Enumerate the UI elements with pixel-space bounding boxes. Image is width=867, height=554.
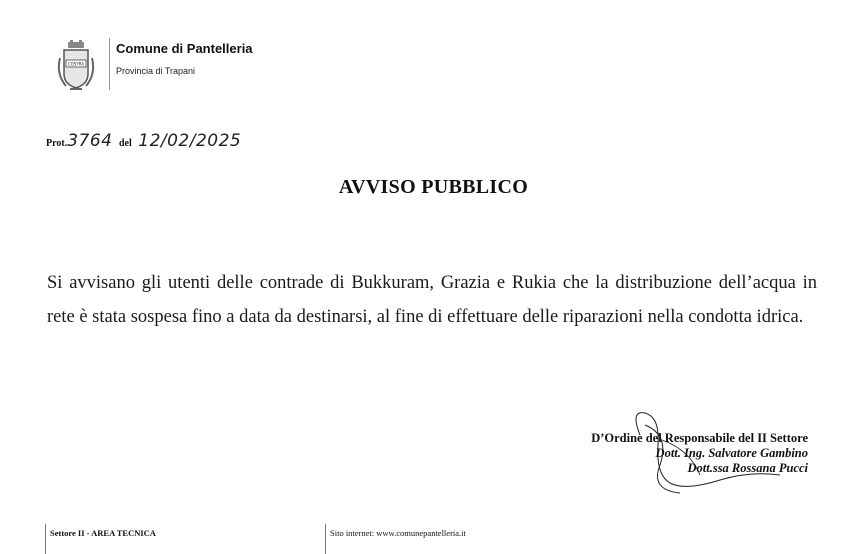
footer-divider-left xyxy=(45,524,46,554)
protocol-label: Prot. xyxy=(46,138,68,149)
signature-line-1: D’Ordine del Responsabile del II Settore xyxy=(591,431,808,445)
municipality-name: Comune di Pantelleria xyxy=(116,41,253,56)
header-divider xyxy=(109,38,110,90)
protocol-line xyxy=(46,131,241,151)
municipal-crest-icon xyxy=(56,40,96,97)
footer-website: Sito internet: www.comunepantelleria.it xyxy=(330,528,466,538)
signature-line-2: Dott. Ing. Salvatore Gambino xyxy=(655,446,808,460)
signature-line-3: Dott.ssa Rossana Pucci xyxy=(687,461,808,475)
svg-text:COSYRA: COSYRA xyxy=(67,61,85,67)
signature-block xyxy=(540,431,808,476)
notice-title: AVVISO PUBBLICO xyxy=(338,176,529,198)
protocol-number: 3764 xyxy=(67,131,113,151)
notice-body: Si avvisano gli utenti delle contrade di Bukkuram, Grazia e Rukia che la distribuzione dell’acqua in rete è stata sospesa fino a data da destinarsi, al fine di effettuare delle riparazioni nella condotta idrica. xyxy=(47,273,817,327)
footer-sector: Settore II - AREA TECNICA xyxy=(50,528,156,538)
protocol-date-label: del xyxy=(118,138,132,149)
protocol-date: 12/02/2025 xyxy=(138,131,242,151)
footer-divider-right xyxy=(325,524,326,554)
province-name: Provincia di Trapani xyxy=(116,66,196,76)
